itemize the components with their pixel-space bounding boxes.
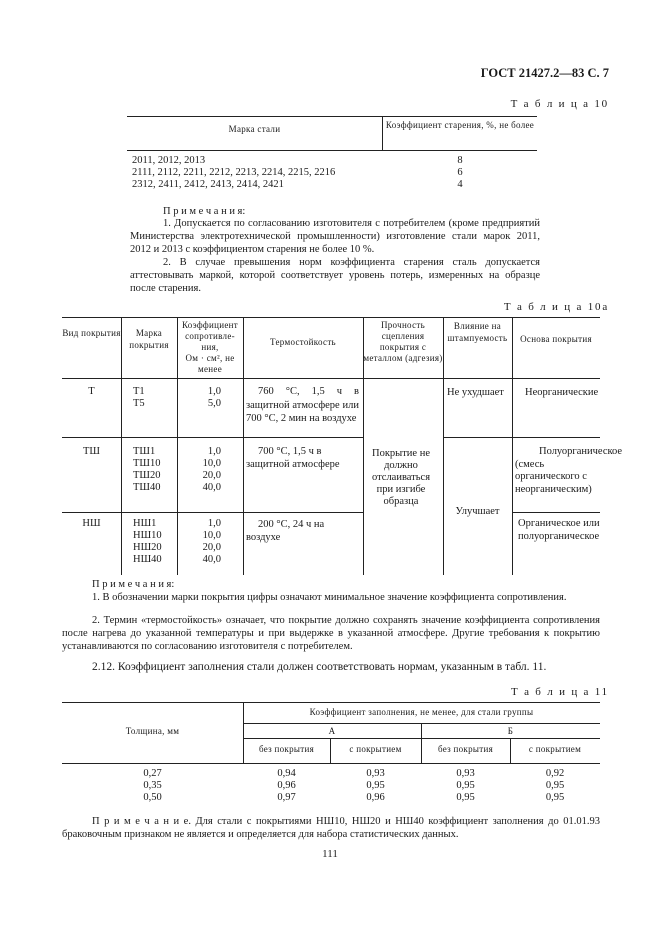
osnova-tsh: Полуорганическое (смесь органического с неорганическим) (515, 446, 623, 495)
osnova-nsh: Органическое или полуорганическое (518, 518, 600, 542)
osnova-t: Неорганические (525, 387, 599, 398)
page-header: ГОСТ 21427.2—83 С. 7 (480, 66, 609, 80)
notes2-item-2: 2. Термин «термостойкость» означает, что покрытие должно сохранять значение коэффициента сопротивления после нагрева до указанной температуры и при выдержке в указанной атмосфере. Другие требования к покрытию устанавливаются по согласованию изготовителя с потребителем. (62, 615, 600, 652)
table10-values: 8 6 4 (457, 155, 463, 190)
termo-tsh: 700 °С, 1,5 ч в защитной атмосфере (246, 446, 340, 470)
col-koef: Коэффициент сопротивле- ния, Ом · см², не менее (181, 320, 239, 374)
table10-caption: Т а б л и ц а 10 (510, 98, 609, 110)
table11-col-thick: Толщина, мм (125, 726, 180, 736)
table11-group-a: А (328, 726, 336, 736)
table11-col5: 0,92 0,95 0,95 (545, 768, 565, 803)
notes1-item-2: 2. В случае превышения норм коэффициента старения сталь допускается аттестовывать маркой, которой соответствует уровень потерь, измеренных на образце после старения. (130, 257, 540, 294)
values-t: 1,0 5,0 (207, 386, 221, 409)
table10-col-koef: Коэффициент старения, %, не более (385, 120, 535, 130)
table10-row: 2011, 2012, 2013 2111, 2112, 2211, 2212, 2213, 2214, 2215, 2216 2312, 2411, 2412, 2413, 2414, 2421 (132, 155, 336, 190)
section-2-12: 2.12. Коэффициент заполнения стали должен соответствовать нормам, указанным в табл. 11. (92, 661, 547, 673)
table11-sub-4: с покрытием (528, 744, 582, 754)
notes2-item-1: 1. В обозначении марки покрытия цифры означают минимальное значение коэффициента сопротивления. (92, 592, 567, 603)
prochn-value: Покрытие не должно отслаиваться при изгибе образца (371, 448, 431, 507)
marks-t: Т1 Т5 (133, 386, 145, 409)
col-termo: Термостойкость (270, 337, 336, 347)
vid-nsh: НШ (82, 518, 101, 529)
table11-group-b: Б (507, 726, 514, 736)
values-tsh: 1,0 10,0 20,0 40,0 (202, 446, 221, 493)
table11-col3: 0,93 0,95 0,96 (366, 768, 385, 803)
table11-col-group: Коэффициент заполнения, не менее, для стали группы (309, 707, 534, 717)
notes1-title: П р и м е ч а н и я: (163, 206, 246, 217)
notes1-item-1: 1. Допускается по согласованию изготовителя с потребителем (кроме предприятий Министерства электротехнической промышленности) изготовление стали марок 2011, 2012 и 2013 с коэффициентом старения не более 10 %. (130, 218, 540, 255)
col-osnova: Основа покрытия (520, 334, 592, 344)
termo-nsh: 200 °С, 24 ч на воздухе (246, 519, 325, 543)
table11-caption: Т а б л и ц а 11 (511, 686, 609, 698)
marks-nsh: НШ1 НШ10 НШ20 НШ40 (133, 518, 162, 565)
table10-col-marka: Марка стали (228, 124, 281, 134)
col-marka: Марка покрытия (129, 328, 169, 350)
vliyanie-shared: Улучшает (455, 506, 500, 517)
col-vliyanie: Влияние на штампуемость (447, 321, 508, 343)
marks-tsh: ТШ1 ТШ10 ТШ20 ТШ40 (133, 446, 161, 493)
table11-sub-1: без покрытия (258, 744, 315, 754)
table11-col4: 0,93 0,95 0,95 (456, 768, 475, 803)
table11-sub-2: с покрытием (349, 744, 402, 754)
termo-t: 760 °С, 1,5 ч в защитной атмосфере или 700 °С, 2 мин на воздухе (246, 386, 359, 424)
table11-sub-3: без покрытия (437, 744, 494, 754)
table11-col2: 0,94 0,96 0,97 (277, 768, 296, 803)
vid-tsh: ТШ (82, 446, 100, 457)
table10a-caption: Т а б л и ц а 10а (503, 301, 609, 313)
vliyanie-t: Не ухудшает (447, 387, 504, 398)
table11-col1: 0,27 0,35 0,50 (143, 768, 162, 803)
col-vid: Вид покрытия (62, 328, 121, 338)
note3: П р и м е ч а н и е. Для стали с покрытиями НШ10, НШ20 и НШ40 коэффициент заполнения до 01.01.93 браковочным признаком не является и определяется для набора статистических данных. (62, 816, 600, 840)
vid-t: Т (88, 386, 95, 397)
page-number: 111 (322, 848, 338, 860)
notes2-title: П р и м е ч а н и я: (92, 579, 175, 590)
col-prochn: Прочность сцепления покрытия с металлом (адгезия) (363, 320, 443, 363)
values-nsh: 1,0 10,0 20,0 40,0 (202, 518, 221, 565)
